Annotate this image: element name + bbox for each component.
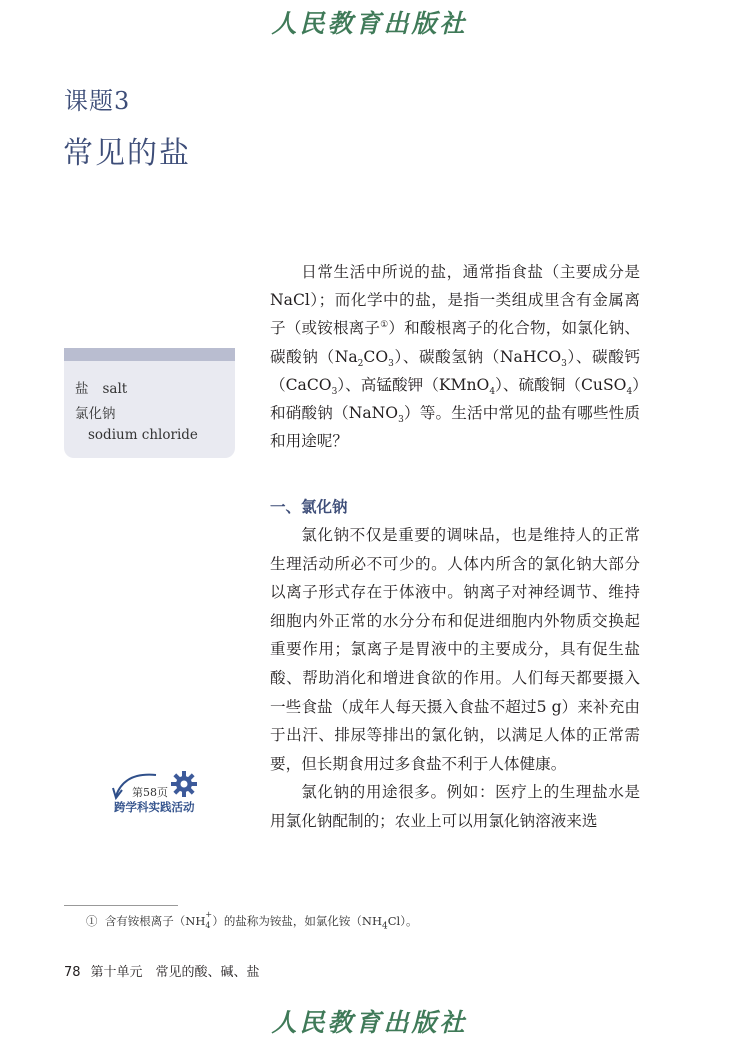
section-paragraph-1: 氯化钠不仅是重要的调味品，也是维持人的正常生理活动所必不可少的。人体内所含的氯化钠大部分以离子形式存在于体液中。钠离子对神经调节、维持细胞内外正常的水分分布和促进细胞内外物质交换起重要作用；氯离子是胃液中的主要成分，具有促生盐酸、帮助消化和增进食欲的作用。人们每天都要摄入一些食盐（成年人每天摄入食盐不超过5 g）来补充由于出汗、排尿等排出的氯化钠，以满足人体的正常需要，但长期食用过多食盐不利于人体健康。 [270,526,640,773]
section-heading-sodium-chloride: 一、氯化钠 [270,498,348,516]
formula-na2co3: $Na_2CO_3$ [334,347,394,369]
footnote-text: Cl）。 [387,914,418,928]
vocab-salt [75,377,127,397]
intro-text: ）；而化学中的盐，是指一类组成里含有金属离子（或铵根离子 [270,291,640,338]
intro-text: 日常生活中所说的盐，通常指食盐（主要成分是 [301,263,640,281]
intro-text: ）、高锰酸钾（ [337,375,439,394]
intro-text: ）、碳酸氢钠（ [393,347,500,366]
footnote-divider [64,905,178,906]
intro-text: ）和硝酸钠（ [270,375,641,423]
formula-caco3: CaCO$_3$ [285,375,338,397]
publisher-watermark-bottom: 人民教育出版社 [271,1008,468,1037]
lesson-title: 常见的盐 [63,136,191,171]
vocab-salt-en: salt [102,381,128,397]
intro-text: ）等。生活中常见的盐有哪些性质和用途呢？ [270,404,640,451]
intro-text: ）、硫酸铜（ [495,375,581,394]
page-footer [64,961,260,980]
formula-nano3: NaNO$_3$ [348,404,404,426]
nh4-ion-scripts: + 4 [205,910,213,930]
formula-nahco3: NaHCO$_3$ [499,347,567,369]
vocabulary-box-header-bar [64,348,235,361]
cross-subject-activity-link[interactable] [110,768,210,818]
intro-text: ）和酸根离子的化合物，如氯化钠、碳酸钠（ [270,319,640,366]
vocab-salt-cn: 盐 [75,381,89,397]
vocab-sodium-chloride-cn: 氯化钠 [75,406,116,422]
unit-title: 第十单元 常见的酸、碱、盐 [90,965,260,980]
publisher-watermark-top: 人民教育出版社 [271,9,468,38]
footnote [86,910,418,932]
activity-page-reference: 第58页 [132,786,168,799]
vocab-sodium-chloride-en: sodium chloride [88,427,198,443]
footnote-text: 含有铵根离子（NH [104,914,206,928]
page-number: 78 [64,965,81,980]
intro-paragraph [270,258,640,455]
formula-nacl: NaCl [270,291,310,310]
footnote-text: ）的盐称为铵盐，如氯化铵（NH [212,914,382,928]
nh4cl-subscript: 4 [382,921,388,932]
footnote-reference: ① [380,320,389,331]
footnote-marker: ① [86,914,98,928]
intro-text: ）、碳酸钙（ [270,347,640,394]
vocabulary-box [64,348,235,458]
section-body [270,521,640,836]
activity-title: 跨学科实践活动 [114,800,195,814]
lesson-label: 课题3 [64,87,131,115]
section-paragraph-2: 氯化钠的用途很多。例如：医疗上的生理盐水是用氯化钠配制的；农业上可以用氯化钠溶液来选 [270,783,640,830]
formula-cuso4: CuSO$_4$ [581,375,633,397]
formula-kmno4: KMnO$_4$ [438,375,496,397]
gear-icon [170,770,198,798]
